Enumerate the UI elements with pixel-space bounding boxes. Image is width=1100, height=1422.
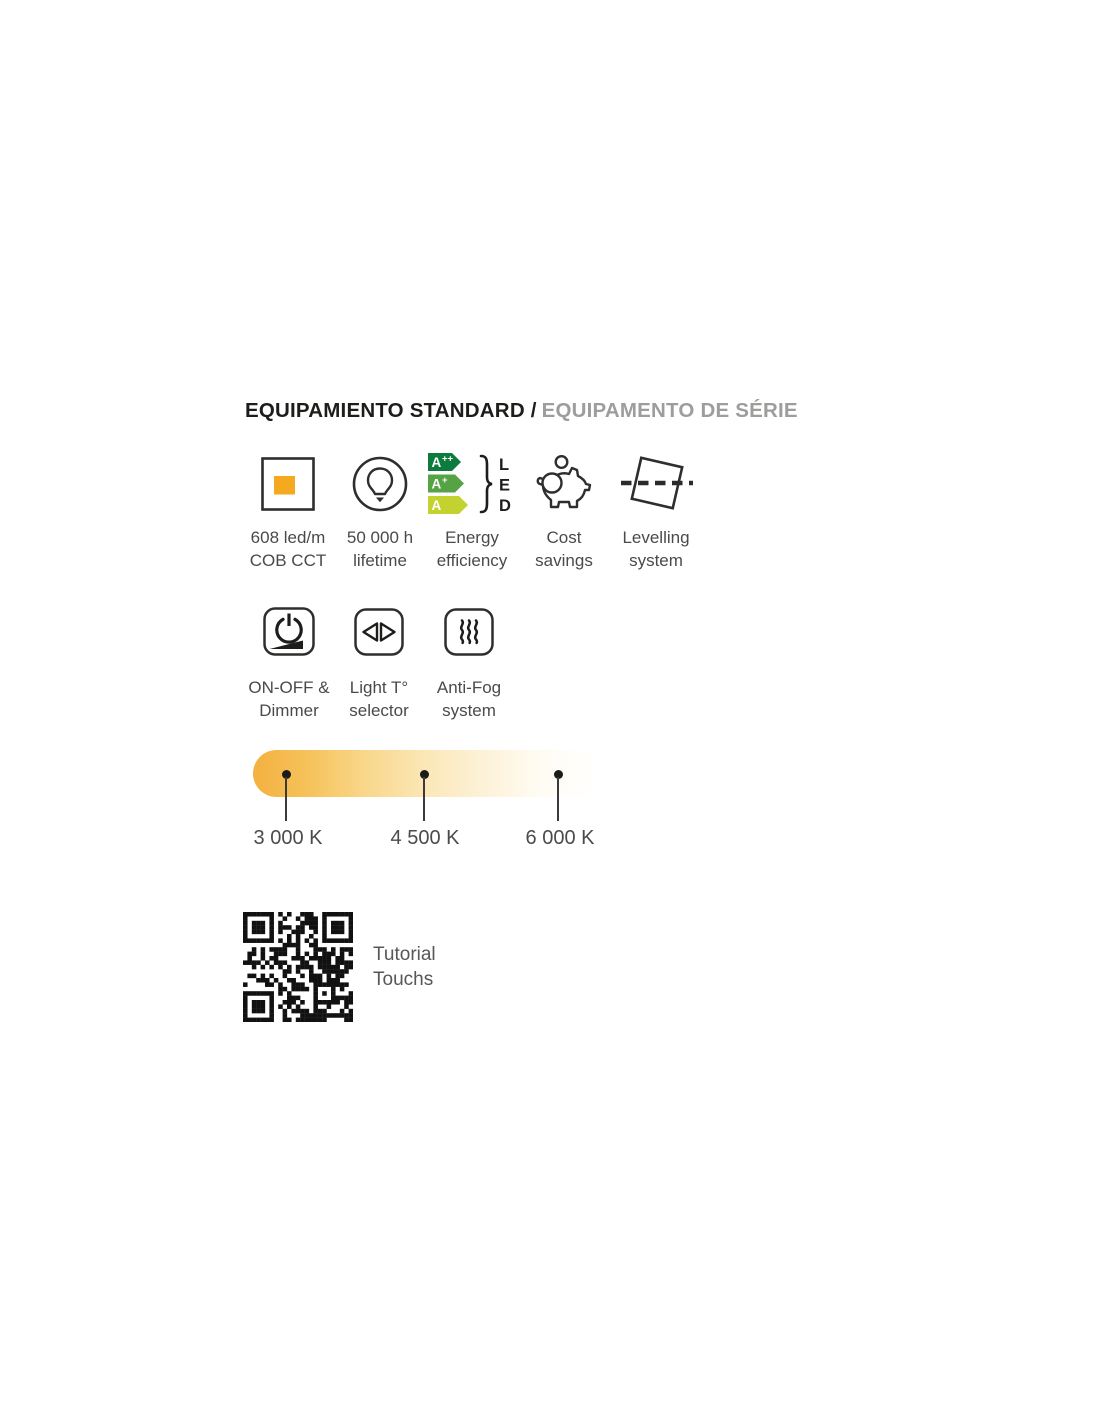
- feature-label: 608 led/m COB CCT: [249, 528, 327, 570]
- feature-label: Light T° selector: [349, 678, 409, 720]
- marker-stem: [285, 777, 287, 821]
- section-title-secondary: EQUIPAMENTO DE SÉRIE: [541, 399, 798, 422]
- cob-led-icon: [261, 457, 315, 511]
- svg-text:A: A: [431, 476, 442, 492]
- qr-section: [243, 912, 436, 1022]
- feature-lifetime: [334, 450, 426, 572]
- feature-label: Levelling system: [622, 528, 690, 570]
- temp-label-6000k: 6 000 K: [525, 827, 595, 849]
- lightbulb-icon: [351, 455, 409, 513]
- feature-label: Anti-Fog system: [436, 678, 502, 720]
- feature-cost-savings: [518, 450, 610, 572]
- feature-levelling: [610, 450, 702, 572]
- svg-text:A: A: [431, 455, 442, 470]
- qr-code: [243, 912, 353, 1022]
- feature-label: Cost savings: [535, 528, 593, 570]
- temp-marker-6000k: [554, 770, 563, 821]
- power-dimmer-icon: [263, 607, 315, 657]
- svg-text:D: D: [499, 497, 511, 515]
- svg-text:L: L: [499, 456, 510, 474]
- feature-label: 50 000 h lifetime: [346, 528, 414, 570]
- svg-text:+: +: [442, 475, 448, 486]
- cob-led-square: [274, 476, 295, 495]
- temp-label-4500k: 4 500 K: [390, 827, 460, 849]
- temp-label-3000k: 3 000 K: [253, 827, 323, 849]
- feature-label: ON-OFF & Dimmer: [248, 678, 330, 720]
- section-title: [245, 399, 798, 423]
- svg-text:A: A: [431, 498, 442, 513]
- feature-energy-efficiency: [426, 450, 518, 572]
- marker-stem: [423, 777, 425, 821]
- section-title-primary: EQUIPAMIENTO STANDARD /: [245, 399, 537, 422]
- piggy-bank-icon: [536, 453, 592, 515]
- marker-stem: [557, 777, 559, 821]
- levelling-icon: [617, 448, 695, 520]
- feature-label: Energy efficiency: [436, 528, 508, 570]
- qr-caption: Tutorial Touchs: [373, 944, 436, 990]
- feature-row-2: [244, 608, 514, 722]
- feature-light-temp-selector: [334, 608, 424, 722]
- temp-marker-3000k: [282, 770, 291, 821]
- light-temperature-selector-icon: [354, 608, 404, 656]
- energy-label-icon: [428, 453, 516, 515]
- brace-glyph: [481, 456, 492, 512]
- feature-row-1: [242, 450, 702, 572]
- feature-cob-led: [242, 450, 334, 572]
- temp-marker-4500k: [420, 770, 429, 821]
- svg-text:E: E: [499, 476, 511, 495]
- anti-fog-icon: [444, 608, 494, 656]
- feature-onoff-dimmer: [244, 608, 334, 722]
- svg-text:++: ++: [442, 453, 454, 465]
- feature-anti-fog: [424, 608, 514, 722]
